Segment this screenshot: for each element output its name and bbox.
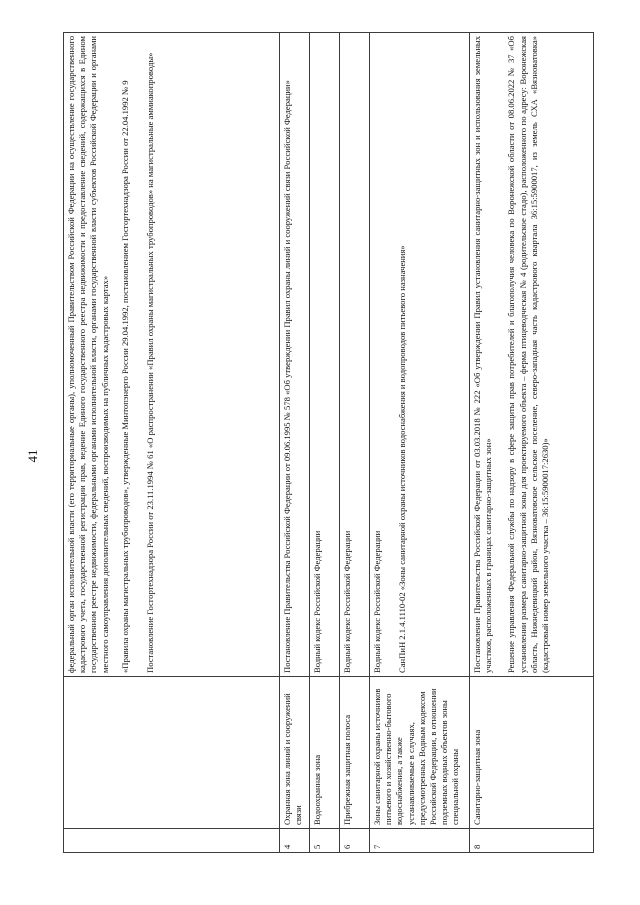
legal-basis-cell	[310, 33, 340, 677]
legal-basis-cell	[470, 33, 594, 677]
zone-name-cell	[64, 677, 280, 829]
row-number-cell	[64, 829, 280, 853]
legal-text: Решение управления Федеральной службы по надзору в сфере защиты прав потребителей и благополучия человека по Воронежской области от 08.06.2022 № 37 «Об установлении размера санитарно-защитной зоны для проектируемого объекта – ферма птицеводческая № 4 (родительское стадо), расположенного по адресу: Воронежская область, Нижнедевицкий район, Вязноватовское сельское поселение, северо-западная часть кадастрового квартала 36:15:5900017, из земель СХА «Вязноватовка» (кадастровый номер земельного участка – 36:15:5900017:2630)»	[506, 36, 550, 673]
row-number-cell: 8	[470, 829, 594, 853]
zone-name-cell: Прибрежная защитная полоса	[340, 677, 370, 829]
legal-text: Постановление Правительства Российской Федерации от 09.06.1995 № 578 «Об утверждении Правил охраны линий и сооружений связи Российской Федерации»	[282, 80, 292, 673]
legal-text: Постановление Правительства Российской Федерации от 03.03.2018 № 222 «Об утверждении Правил установления санитарно-защитных зон и использования земельных участков, расположенных в границах санитарно-защитных зон»	[472, 36, 494, 673]
table-row	[470, 33, 594, 853]
table-row	[280, 33, 310, 853]
legal-basis-cell	[64, 33, 280, 677]
zone-name-cell: Санитарно-защитная зона	[470, 677, 594, 829]
rotated-table-sheet	[63, 33, 593, 853]
table-row	[370, 33, 470, 853]
legal-text: «Правила охраны магистральных трубопроводов», утвержденные Минтопэнерго России 29.04.1992, постановлением Госгортехнадзора России от 22.04.1992 № 9	[119, 80, 130, 673]
row-number-cell: 6	[340, 829, 370, 853]
legal-text: Водный кодекс Российской Федерации	[342, 530, 352, 673]
legal-text: Водный кодекс Российской Федерации	[372, 530, 382, 673]
legal-text: Водный кодекс Российской Федерации	[312, 530, 322, 673]
legal-text: федеральный орган исполнительной власти (его территориальные органы), уполномоченный Правительством Российской Федерации на осуществление государственного кадастрового учета, государственной регистрации прав, ведение Единого государственного реестра недвижимости и предоставление сведений, содержащихся в Едином государственном реестре недвижимости, федеральными органами исполнительной власти, органами государственной власти субъектов Российской Федерации и органами местного самоуправления дополнительных сведений, воспроизводимых на публичных кадастровых картах»	[66, 36, 110, 673]
row-number-cell: 5	[310, 829, 340, 853]
zone-name-cell: Зоны санитарной охраны источников питьевого и хозяйственно-бытового водоснабжения, а также устанавливаемые в случаях, предусмотренных Водным кодексом Российской Федерации, в отношении подземных водных объектов зоны специальной охраны	[370, 677, 470, 829]
row-number-cell: 7	[370, 829, 470, 853]
table-row	[64, 33, 280, 853]
legal-basis-cell	[370, 33, 470, 677]
row-number-cell: 4	[280, 829, 310, 853]
zone-name-cell: Водоохранная зона	[310, 677, 340, 829]
legal-basis-cell	[280, 33, 310, 677]
zone-name-cell: Охранная зона линий и сооружений связи	[280, 677, 310, 829]
table-row	[340, 33, 370, 853]
legal-basis-cell	[340, 33, 370, 677]
table-row	[310, 33, 340, 853]
legal-text: СанПиН 2.1.4.1110-02 «Зоны санитарной охраны источников водоснабжения и водопроводов питьевого назначения»	[397, 245, 408, 673]
page-number: 41	[25, 449, 40, 463]
zones-table	[63, 32, 594, 853]
legal-text: Постановление Госгортехнадзора России от 23.11.1994 № 61 «О распространении «Правил охраны магистральных трубопроводов» на магистральные аммиакопроводы»	[144, 52, 155, 673]
